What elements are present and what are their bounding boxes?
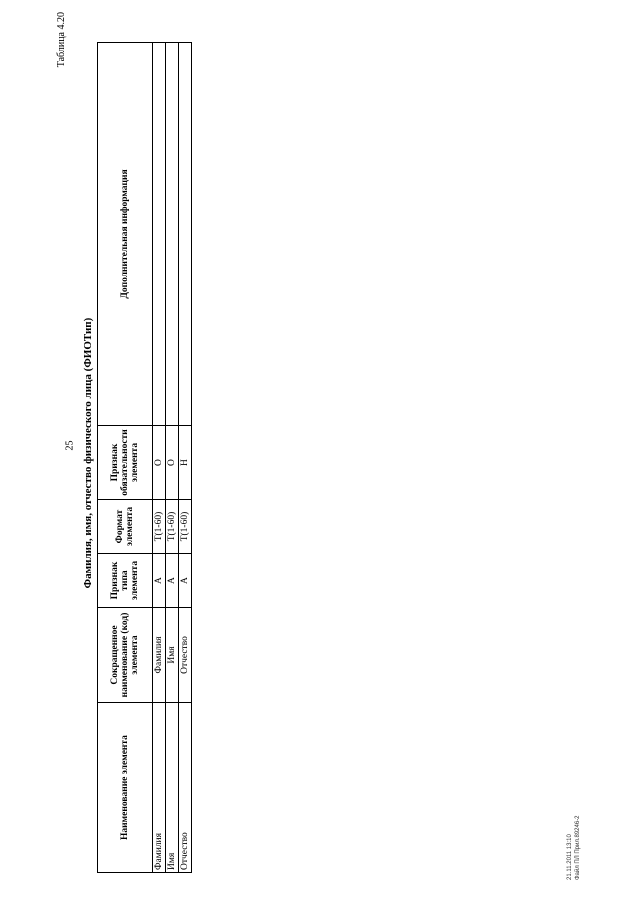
element-table [97,42,192,873]
cell-type: А [166,554,179,608]
header-type: Признак типа элемента [98,554,153,608]
cell-required: Н [179,426,192,500]
cell-name: Имя [166,703,179,873]
file-stamp [566,780,590,880]
cell-format: T(1-60) [153,500,166,554]
cell-code: Фамилия [153,608,166,703]
header-info: Дополнительная информация [98,43,153,426]
rotated-table-block [80,33,200,873]
table-title: Фамилия, имя, отчество физического лица (ФИОТип) [82,317,94,589]
stamp-line-2: Файл ПЛ Прил.89246-2 [575,815,581,880]
cell-required: О [153,426,166,500]
cell-required: О [166,426,179,500]
header-required: Признак обязательности элемента [98,426,153,500]
cell-code: Отчество [179,608,192,703]
cell-info [166,43,179,426]
cell-format: T(1-60) [179,500,192,554]
stamp-line-1: 21.11.2011 13:10 [567,834,573,880]
cell-type: А [179,554,192,608]
page-number: 25 [64,440,76,451]
table-row [179,43,192,873]
cell-code: Имя [166,608,179,703]
table-row [153,43,166,873]
cell-format: T(1-60) [166,500,179,554]
table-row [166,43,179,873]
cell-name: Отчество [179,703,192,873]
header-name: Наименование элемента [98,703,153,873]
header-format: Формат элемента [98,500,153,554]
cell-info [179,43,192,426]
table-header-row [98,43,153,873]
table-label: Таблица 4.20 [56,12,67,68]
header-code: Сокращенное наименование (код) элемента [98,608,153,703]
cell-type: А [153,554,166,608]
cell-name: Фамилия [153,703,166,873]
cell-info [153,43,166,426]
